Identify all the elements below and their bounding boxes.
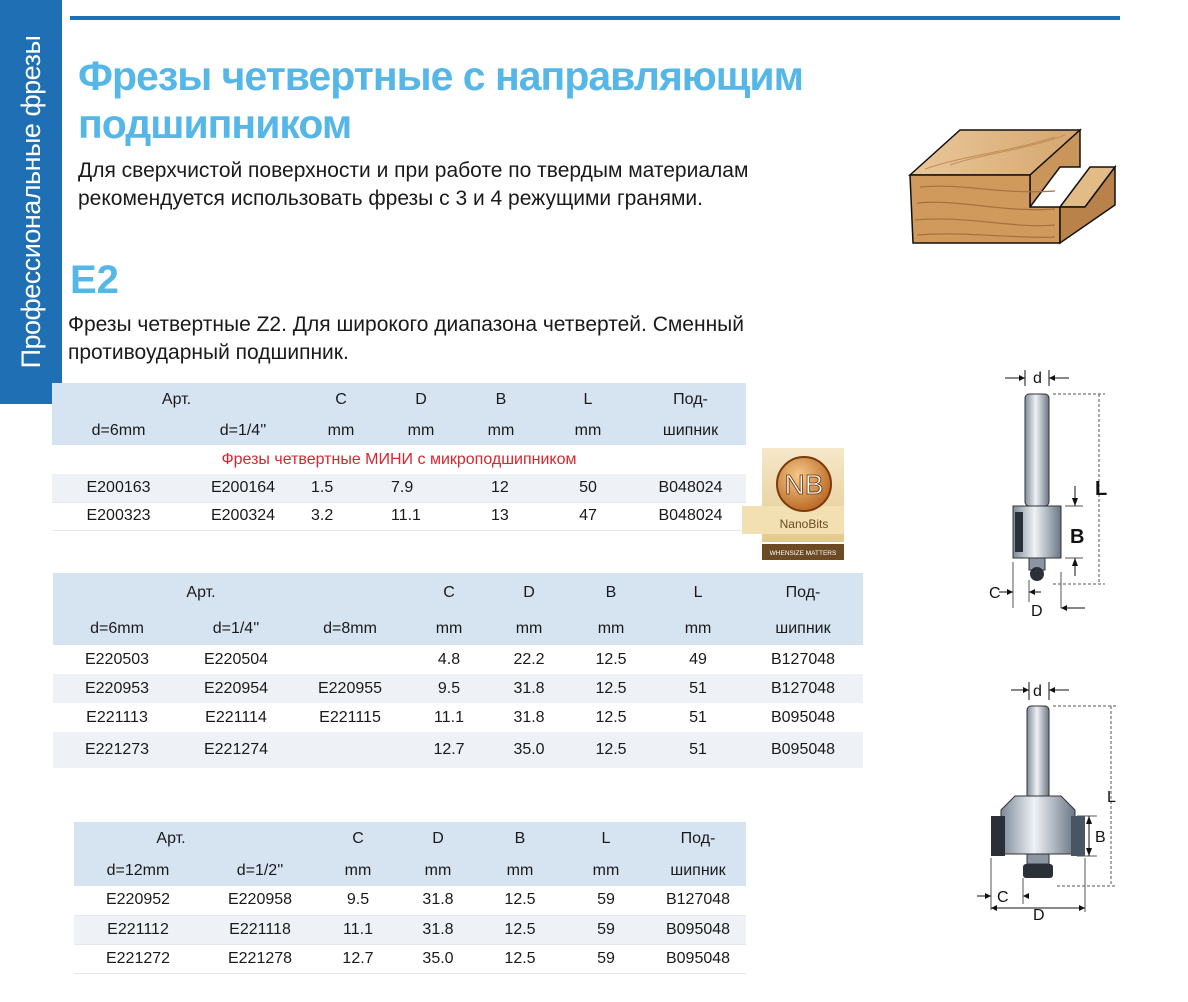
cell: E220952 [74,886,202,915]
cell: 9.5 [318,886,398,915]
table-row [52,474,746,502]
table-12mm-cutters [74,822,746,974]
cell: E220504 [181,645,291,674]
header-unit: mm [515,620,543,637]
header-d: D [432,830,444,847]
cell: E221272 [74,944,202,973]
cell: B048024 [635,474,746,502]
cell: 7.9 [381,474,461,502]
header-c: C [443,584,455,601]
cell: 12.5 [569,732,653,768]
cell: 59 [562,915,650,944]
nanobits-logo [742,448,844,560]
cell: E220503 [53,645,181,674]
table-row [53,732,863,768]
mini-subtitle: Фрезы четвертные МИНИ с микроподшипником [221,450,577,468]
table-header-row [53,573,863,613]
cell: E221274 [181,732,291,768]
header-l: L [601,830,611,847]
cell: 11.1 [409,703,489,732]
cell: 31.8 [398,915,478,944]
cell: 31.8 [489,674,569,703]
header-shank: d=1/4'' [212,620,260,637]
header-c: C [335,391,347,408]
table-mini-cutters [52,383,746,531]
header-bearing: шипник [775,620,831,637]
table-row [74,915,746,944]
cell: B095048 [650,944,746,973]
header-b: B [605,584,617,601]
cell: 1.5 [301,474,381,502]
cell: 35.0 [489,732,569,768]
cell: E220954 [181,674,291,703]
cell: 59 [562,886,650,915]
dim-d-label: d [1033,683,1042,700]
cell: 3.2 [301,502,381,530]
header-unit: mm [344,862,372,879]
header-bearing: Под- [785,584,821,601]
logo-name: NanoBits [779,517,829,531]
cell: E221115 [291,703,409,732]
table-header-row [52,383,746,417]
cell: 12.5 [478,944,562,973]
cell: 31.8 [489,703,569,732]
cell: B127048 [743,645,863,674]
top-rule [70,16,1120,20]
cutter-diagram-large [965,678,1125,923]
cell: 47 [541,502,635,530]
header-art: Арт. [161,391,192,408]
cell: 12.5 [569,645,653,674]
header-bearing: Под- [673,391,708,408]
header-unit: mm [592,862,620,879]
header-b: B [514,830,526,847]
cell: 31.8 [398,886,478,915]
wood-rebate-illustration [905,125,1120,250]
cell: B127048 [743,674,863,703]
table-header-row [74,822,746,856]
cell: B095048 [743,703,863,732]
cell: 12.5 [569,674,653,703]
cell: E200323 [52,502,185,530]
header-shank: d=6mm [90,620,144,637]
header-bearing: шипник [670,862,726,879]
cell: 59 [562,944,650,973]
cell: 12.5 [478,886,562,915]
logo-initials: NB [784,469,824,500]
header-shank: d=1/2'' [236,862,284,879]
cell: B048024 [635,502,746,530]
intro-text: Для сверхчистой поверхности и при работе по твердым материалам рекомендуется использовать фрезы с 3 и 4 режущими гранями. [78,159,749,210]
dim-b-label: B [1070,526,1085,548]
header-shank: d=8mm [323,620,377,637]
header-art: Арт. [156,830,186,847]
header-b: B [495,391,507,408]
header-unit: mm [435,620,463,637]
cell: 12.5 [478,915,562,944]
table-header-row [53,613,863,645]
header-unit: mm [327,422,355,439]
header-l: L [583,391,593,408]
dim-dd-label: D [1031,603,1043,620]
table-row [53,674,863,703]
cell: B095048 [743,732,863,768]
cell: 49 [653,645,743,674]
dim-c-label: C [989,585,1001,602]
cell: 51 [653,703,743,732]
table-header-row [52,417,746,445]
table-header-row [74,856,746,886]
cell: 22.2 [489,645,569,674]
cell: E220958 [202,886,318,915]
dim-d-label: d [1033,370,1042,387]
cell: E221118 [202,915,318,944]
dim-c-label: C [997,889,1009,906]
header-bearing: шипник [662,422,719,439]
cell: E221273 [53,732,181,768]
header-unit: mm [597,620,625,637]
header-unit: mm [487,422,515,439]
sidebar-category: Профессиональные фрезы [16,35,46,369]
cell: 4.8 [409,645,489,674]
header-unit: mm [574,422,602,439]
table-row [52,502,746,530]
logo-tagline: WHENSIZE MATTERS [769,550,837,557]
header-d: D [523,584,535,601]
header-unit: mm [684,620,712,637]
header-unit: mm [407,422,435,439]
cell: E220955 [291,674,409,703]
cell: B127048 [650,886,746,915]
series-description: Фрезы четвертные Z2. Для широкого диапазона четвертей. Сменный противоударный подшипник. [68,313,744,364]
header-bearing: Под- [680,830,716,847]
cutter-diagram-small [975,362,1115,622]
header-unit: mm [506,862,534,879]
table-row [74,886,746,915]
cell: E221114 [181,703,291,732]
cell: 12.5 [569,703,653,732]
table-row [53,703,863,732]
dim-dd-label: D [1033,907,1045,923]
header-unit: mm [424,862,452,879]
cell: 12.7 [409,732,489,768]
cell: E221113 [53,703,181,732]
cell: E200163 [52,474,185,502]
table-z2-cutters [53,573,863,768]
cell [291,645,409,674]
header-shank: d=6mm [91,422,146,439]
cell: 35.0 [398,944,478,973]
table-row [74,944,746,973]
cell: B095048 [650,915,746,944]
cell: 9.5 [409,674,489,703]
cell: 12.7 [318,944,398,973]
header-d: D [415,391,427,408]
series-code: E2 [70,258,119,302]
cell: 11.1 [381,502,461,530]
sidebar-band [0,0,62,404]
header-c: C [352,830,364,847]
cell: E221112 [74,915,202,944]
cell: E200324 [185,502,301,530]
cell: E200164 [185,474,301,502]
cell: 13 [461,502,541,530]
cell: 50 [541,474,635,502]
header-shank: d=12mm [106,862,170,879]
header-shank: d=1/4'' [219,422,267,439]
header-l: L [693,584,703,601]
dim-l-label: L [1095,478,1108,500]
cell: E220953 [53,674,181,703]
dim-l-label: L [1107,789,1116,806]
cell: 51 [653,674,743,703]
table-row [53,645,863,674]
cell: E221278 [202,944,318,973]
cell: 11.1 [318,915,398,944]
header-art: Арт. [186,584,216,601]
cell: 12 [461,474,541,502]
cell [291,732,409,768]
page-title: Фрезы четвертные с направляющим подшипником [78,53,803,147]
dim-b-label: B [1095,829,1106,846]
cell: 51 [653,732,743,768]
